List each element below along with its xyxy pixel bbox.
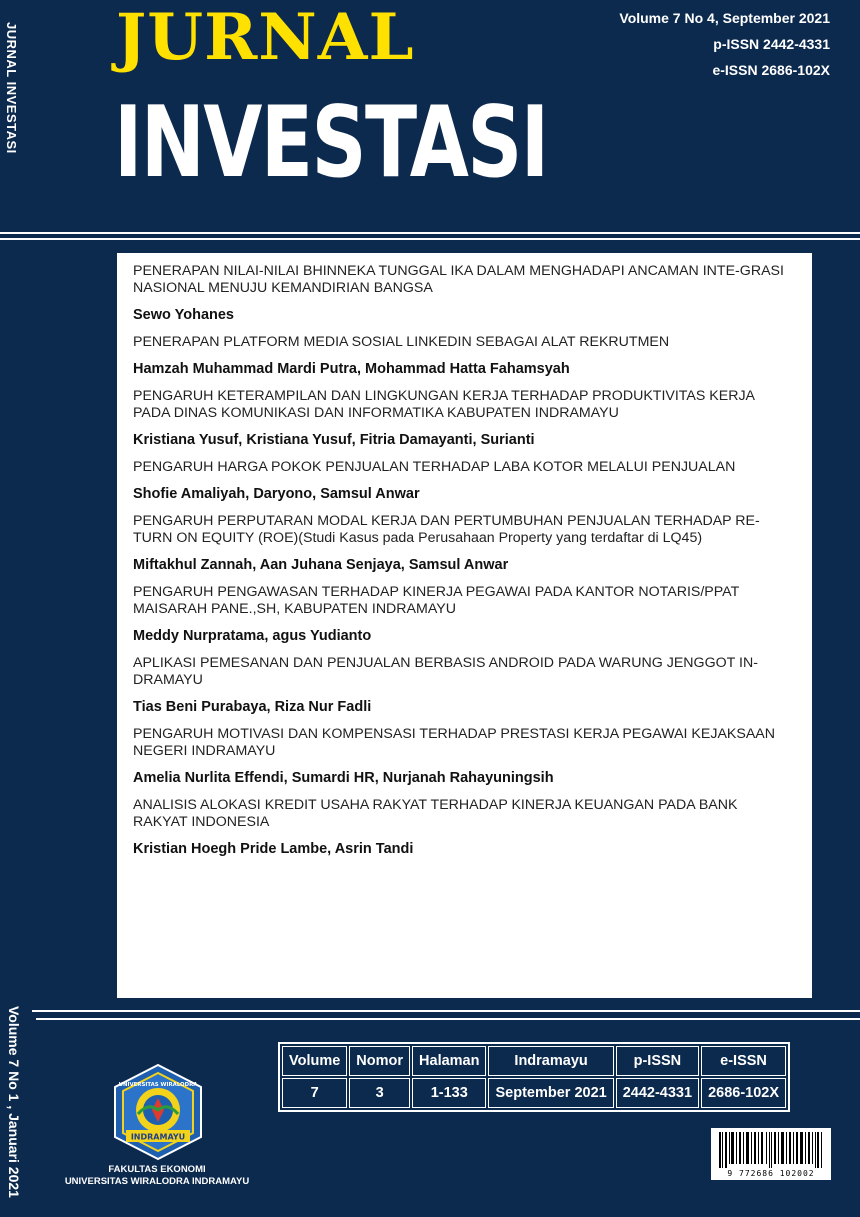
info-value-p-issn: 2442-4331: [616, 1078, 699, 1108]
issue-e-issn-line: e-ISSN 2686-102X: [712, 62, 830, 78]
issue-meta: [619, 10, 830, 88]
article-title: PENGARUH PERPUTARAN MODAL KERJA DAN PERTUMBUHAN PENJUALAN TERHADAP RE-TURN ON EQUITY (ROE)(Studi Kasus pada Perusahaan Property yang terdaftar di LQ45): [133, 513, 760, 546]
svg-text:INDRAMAYU: INDRAMAYU: [130, 1132, 186, 1142]
article-title: PENERAPAN PLATFORM MEDIA SOSIAL LINKEDIN SEBAGAI ALAT REKRUTMEN: [133, 334, 670, 350]
article-title: PENGARUH KETERAMPILAN DAN LINGKUNGAN KERJA TERHADAP PRODUKTIVITAS KERJA PADA DINAS KOMUNIKASI DAN INFORMATIKA KABUPATEN INDRAMAYU: [133, 388, 755, 421]
toc-entry: [133, 388, 792, 449]
spine-issue: Volume 7 No 1 , Januari 2021: [6, 1006, 22, 1198]
article-authors: Hamzah Muhammad Mardi Putra, Mohammad Hatta Fahamsyah: [133, 361, 570, 377]
toc-entry: [133, 334, 792, 378]
info-header-e-issn: e-ISSN: [701, 1046, 786, 1076]
info-header-p-issn: p-ISSN: [616, 1046, 699, 1076]
info-header-row: [282, 1046, 786, 1076]
toc-entry: [133, 726, 792, 787]
info-value-nomor: 3: [349, 1078, 410, 1108]
info-value-volume: 7: [282, 1078, 347, 1108]
faculty-label: [52, 1164, 262, 1188]
info-header-place: Indramayu: [488, 1046, 613, 1076]
article-title: PENERAPAN NILAI-NILAI BHINNEKA TUNGGAL IKA DALAM MENGHADAPI ANCAMAN INTE-GRASI NASIONAL MENUJU KEMANDIRIAN BANGSA: [133, 263, 784, 296]
toc-entry: [133, 797, 792, 858]
spine-title: JURNAL INVESTASI: [4, 22, 19, 154]
article-title: PENGARUH HARGA POKOK PENJUALAN TERHADAP LABA KOTOR MELALUI PENJUALAN: [133, 459, 736, 475]
article-authors: Meddy Nurpratama, agus Yudianto: [133, 628, 372, 644]
top-divider-secondary: [0, 238, 860, 240]
table-of-contents: [117, 253, 812, 998]
masthead-investasi: INVESTASI: [114, 86, 548, 200]
issue-p-issn-line: p-ISSN 2442-4331: [713, 36, 830, 52]
svg-text:UNIVERSITAS WIRALODRA: UNIVERSITAS WIRALODRA: [118, 1082, 198, 1088]
info-header-halaman: Halaman: [412, 1046, 486, 1076]
article-authors: Kristiana Yusuf, Kristiana Yusuf, Fitria Damayanti, Surianti: [133, 432, 535, 448]
info-header-nomor: Nomor: [349, 1046, 410, 1076]
article-title: PENGARUH PENGAWASAN TERHADAP KINERJA PEGAWAI PADA KANTOR NOTARIS/PPAT MAISARAH PANE.,SH, KABUPATEN INDRAMAYU: [133, 584, 739, 617]
toc-entry: [133, 655, 792, 716]
university-name: UNIVERSITAS WIRALODRA INDRAMAYU: [64, 1176, 250, 1187]
article-authors: Amelia Nurlita Effendi, Sumardi HR, Nurjanah Rahayuningsih: [133, 770, 554, 786]
isbn-barcode: [711, 1128, 831, 1180]
toc-entry: [133, 513, 792, 574]
article-title: PENGARUH MOTIVASI DAN KOMPENSASI TERHADAP PRESTASI KERJA PEGAWAI KEJAKSAAN NEGERI INDRAMAYU: [133, 726, 776, 759]
info-value-date: September 2021: [488, 1078, 613, 1108]
issue-info-table: [278, 1042, 790, 1112]
barcode-digits: 9 772686 102002: [727, 1169, 815, 1178]
toc-entry: [133, 459, 792, 503]
faculty-name: FAKULTAS EKONOMI: [108, 1164, 206, 1175]
bottom-divider: [32, 1010, 860, 1012]
bottom-divider-secondary: [36, 1018, 860, 1020]
article-authors: Tias Beni Purabaya, Riza Nur Fadli: [133, 699, 372, 715]
top-divider: [0, 232, 860, 234]
masthead-jurnal: JURNAL: [116, 0, 415, 75]
article-title: APLIKASI PEMESANAN DAN PENJUALAN BERBASIS ANDROID PADA WARUNG JENGGOT IN-DRAMAYU: [133, 655, 758, 688]
info-value-row: [282, 1078, 786, 1108]
article-authors: Kristian Hoegh Pride Lambe, Asrin Tandi: [133, 841, 414, 857]
info-value-halaman: 1-133: [412, 1078, 486, 1108]
issue-volume-line: Volume 7 No 4, September 2021: [619, 10, 830, 26]
info-value-e-issn: 2686-102X: [701, 1078, 786, 1108]
article-title: ANALISIS ALOKASI KREDIT USAHA RAKYAT TERHADAP KINERJA KEUANGAN PADA BANK RAKYAT INDONESIA: [133, 797, 738, 830]
article-authors: Shofie Amaliyah, Daryono, Samsul Anwar: [133, 486, 420, 502]
university-seal-icon: [108, 1062, 208, 1162]
toc-entry: [133, 584, 792, 645]
article-authors: Sewo Yohanes: [133, 307, 234, 323]
article-authors: Miftakhul Zannah, Aan Juhana Senjaya, Samsul Anwar: [133, 557, 509, 573]
toc-entry: [133, 263, 792, 324]
info-header-volume: Volume: [282, 1046, 347, 1076]
